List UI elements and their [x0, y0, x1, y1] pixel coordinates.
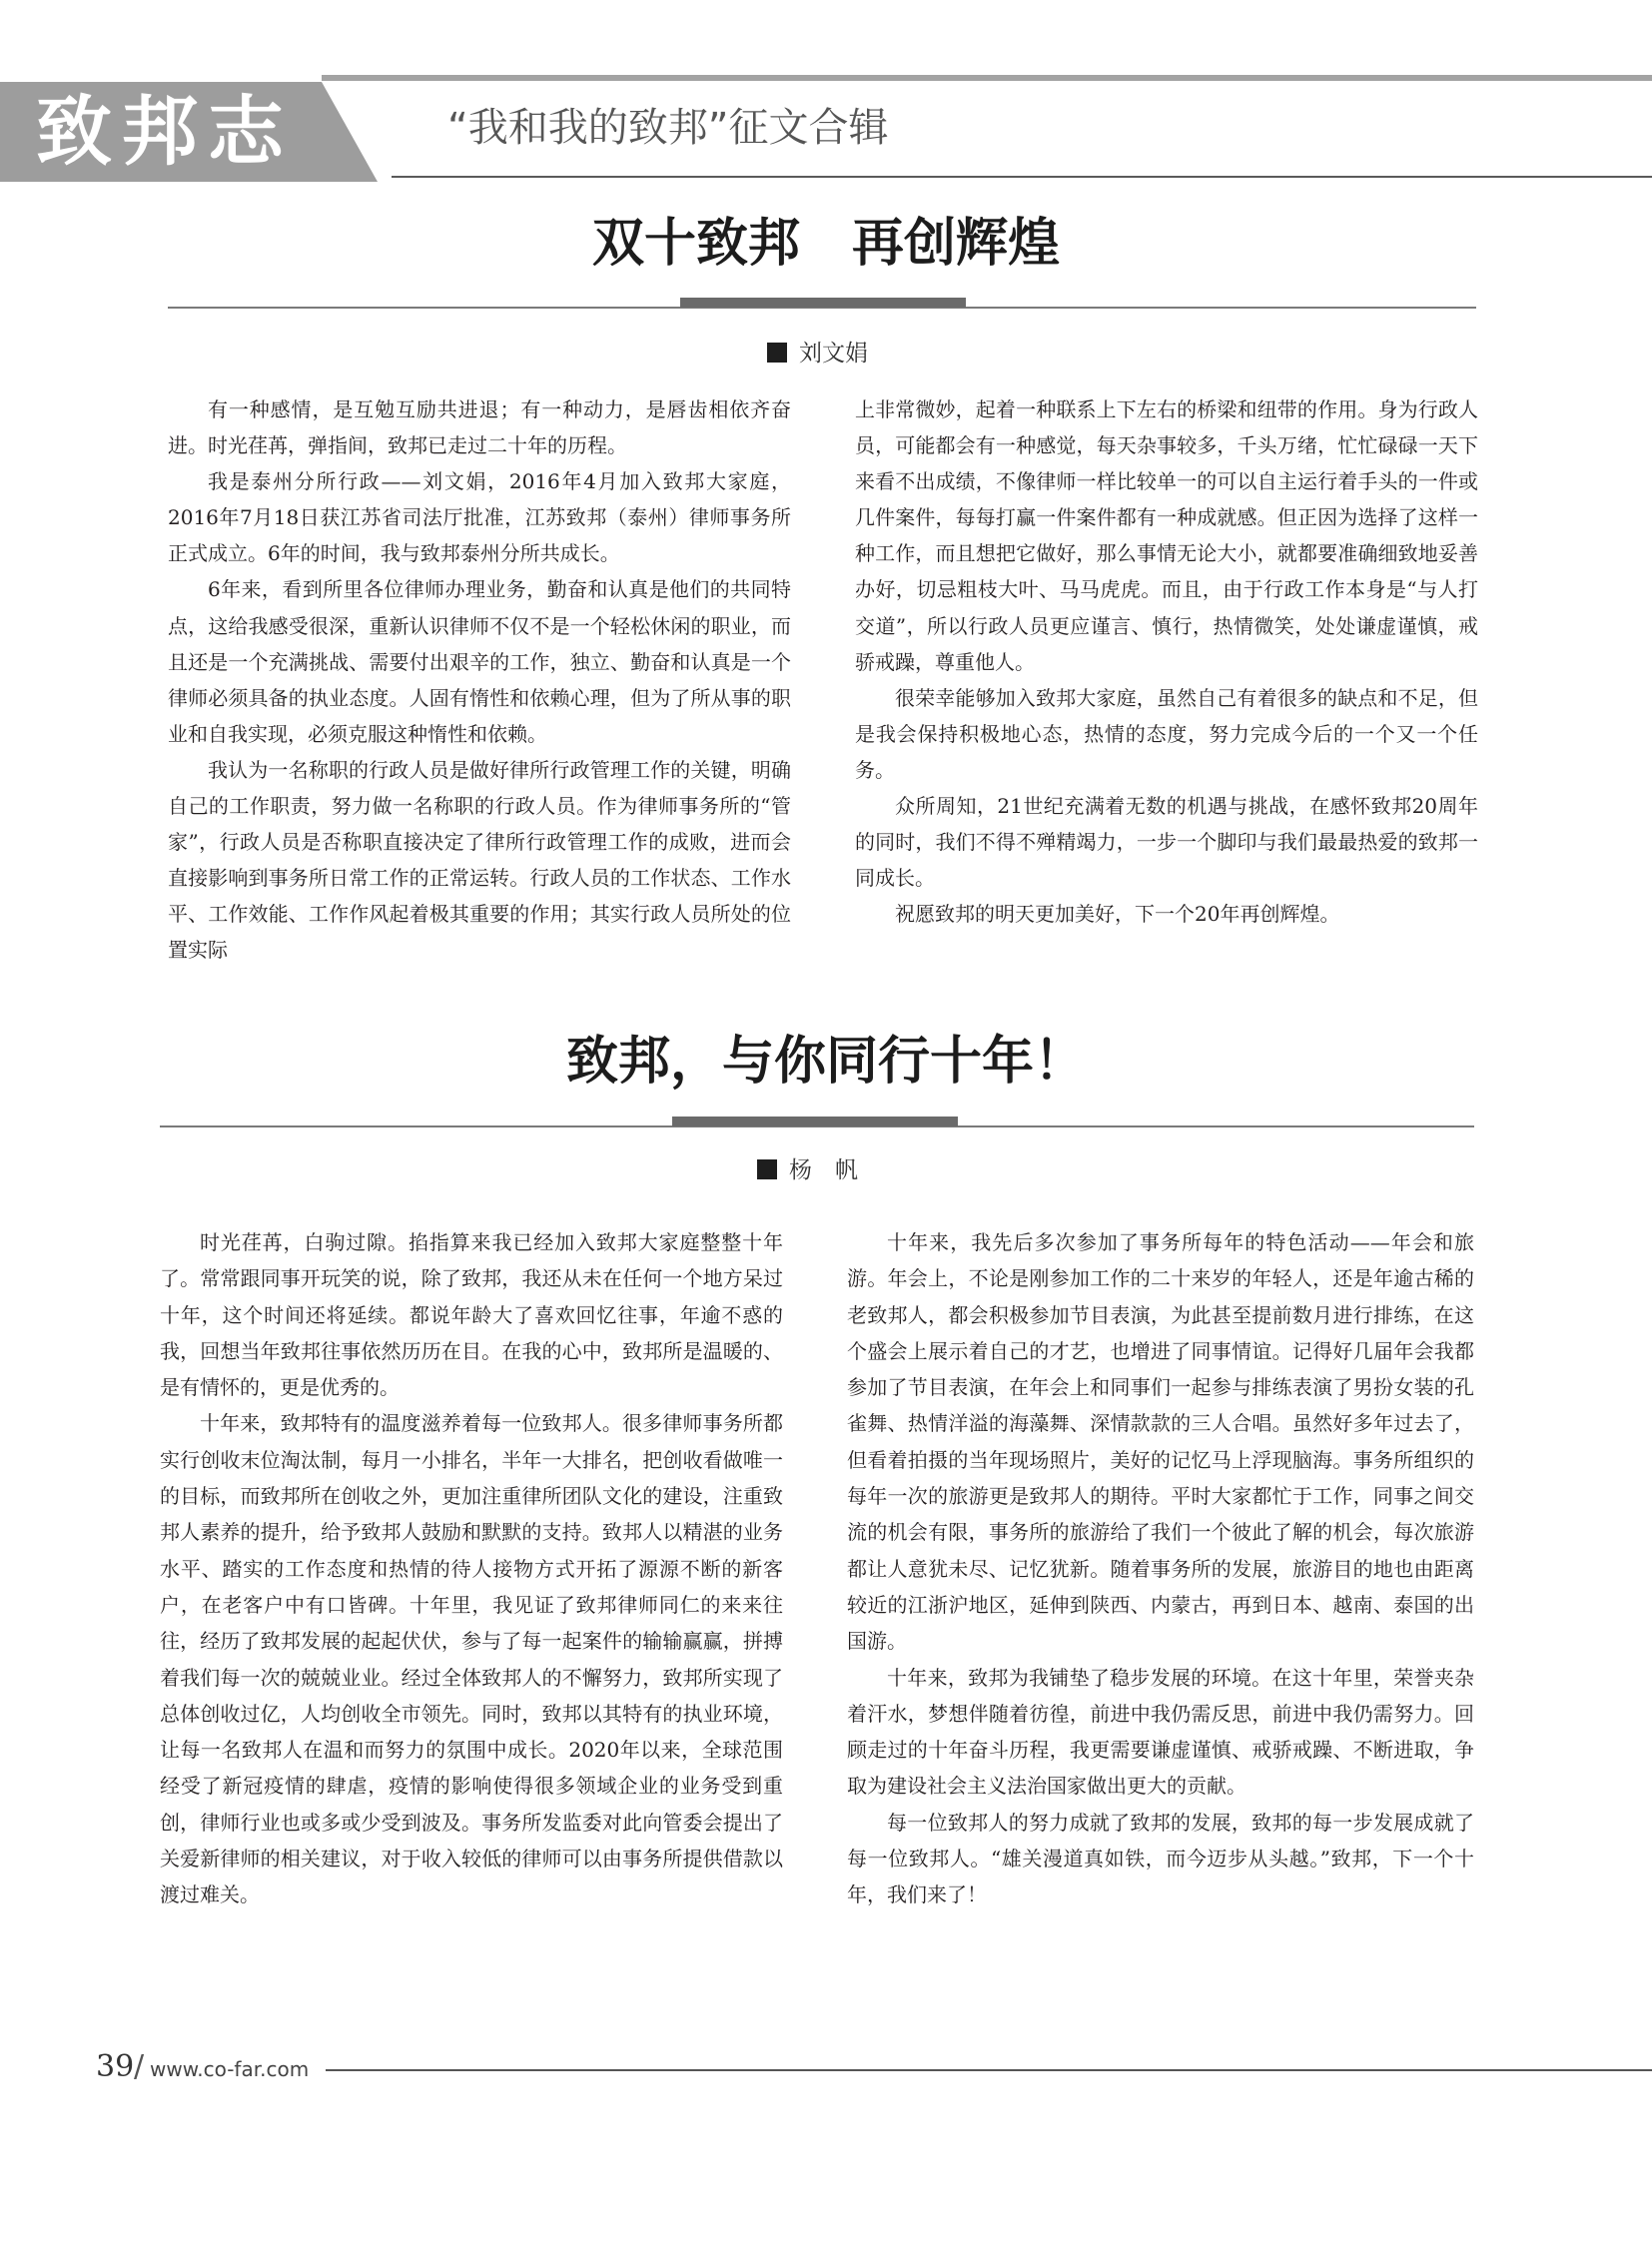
header-bottom-rule — [392, 176, 1652, 178]
footer-rule — [326, 2069, 1652, 2071]
byline-square-icon — [757, 1159, 777, 1179]
article2-title: 致邦，与你同行十年！ — [565, 1032, 1086, 1092]
article2-title-accent — [672, 1117, 958, 1126]
footer-slash: / — [134, 2049, 145, 2084]
section-subtitle: “我和我的致邦”征文合辑 — [447, 105, 889, 151]
article2-column-right — [847, 1224, 1474, 1913]
article1-paragraph: 我是泰州分所行政——刘文娟，2016年4月加入致邦大家庭，2016年7月18日获江苏省司法厅批准，江苏致邦（泰州）律师事务所正式成立。6年的时间，我与致邦泰州分所共成长。 — [168, 469, 791, 566]
article2-column-left — [160, 1224, 783, 1913]
footer-website: www.co-far.com — [150, 2057, 310, 2081]
article2-paragraph: 十年来，致邦特有的温度滋养着每一位致邦人。很多律师事务所都实行创收末位淘汰制，每月一小排名，半年一大排名，把创收看做唯一的目标，而致邦所在创收之外，更加注重律所团队文化的建设，注重致邦人素养的提升，给予致邦人鼓励和默默的支持。致邦人以精湛的业务水平、踏实的工作态度和热情的待人接物方式开拓了源源不断的新客户，在老客户中有口皆碑。十年里，我见证了致邦律师同仁的来来往往，经历了致邦发展的起起伏伏，参与了每一起案件的输输赢赢，拼搏着我们每一次的兢兢业业。经过全体致邦人的不懈努力，致邦所实现了总体创收过亿，人均创收全市领先。同时，致邦以其特有的执业环境，让每一名致邦人在温和而努力的氛围中成长。2020年以来，全球范围经受了新冠疫情的肆虐，疫情的影响使得很多领域企业的业务受到重创，律师行业也或多或少受到波及。事务所发监委对此向管委会提出了关爱新律师的相关建议，对于收入较低的律师可以由事务所提供借款以渡过难关。 — [160, 1411, 783, 1907]
article1-paragraph: 上非常微妙，起着一种联系上下左右的桥梁和纽带的作用。身为行政人员，可能都会有一种感觉，每天杂事较多，千头万绪，忙忙碌碌一天下来看不出成绩，不像律师一样比较单一的可以自主运行着手头的一件或几件案件，每每打赢一件案件都有一种成就感。但正因为选择了这样一种工作，而且想把它做好，那么事情无论大小，就都要准确细致地妥善办好，切忌粗枝大叶、马马虎虎。而且，由于行政工作本身是“与人打交道”，所以行政人员更应谨言、慎行，热情微笑，处处谦虚谨慎，戒骄戒躁，尊重他人。 — [855, 397, 1478, 674]
article1-paragraph: 很荣幸能够加入致邦大家庭，虽然自己有着很多的缺点和不足，但是我会保持积极地心态，热情的态度，努力完成今后的一个又一个任务。 — [855, 685, 1478, 782]
article1-title-accent — [680, 298, 966, 308]
article1-paragraph: 祝愿致邦的明天更加美好，下一个20年再创辉煌。 — [895, 902, 1340, 927]
article1-paragraph: 众所周知，21世纪充满着无数的机遇与挑战，在感怀致邦20周年的同时，我们不得不殚精竭力，一步一个脚印与我们最最热爱的致邦一同成长。 — [855, 794, 1478, 891]
article1-column-right — [855, 391, 1478, 932]
article2-paragraph: 时光荏苒，白驹过隙。掐指算来我已经加入致邦大家庭整整十年了。常常跟同事开玩笑的说，除了致邦，我还从未在任何一个地方呆过十年，这个时间还将延续。都说年龄大了喜欢回忆往事，年逾不惑的我，回想当年致邦往事依然历历在目。在我的心中，致邦所是温暖的、是有情怀的，更是优秀的。 — [160, 1230, 783, 1400]
article1-title: 双十致邦 再创辉煌 — [591, 214, 1060, 274]
article2-paragraph: 每一位致邦人的努力成就了致邦的发展，致邦的每一步发展成就了每一位致邦人。“雄关漫道真如铁，而今迈步从头越。”致邦，下一个十年，我们来了！ — [847, 1810, 1474, 1907]
article1-paragraph: 我认为一名称职的行政人员是做好律所行政管理工作的关键，明确自己的工作职责，努力做一名称职的行政人员。作为律师事务所的“管家”，行政人员是否称职直接决定了律所行政管理工作的成败，进而会直接影响到事务所日常工作的正常运转。行政人员的工作状态、工作水平、工作效能、工作作风起着极其重要的作用；其实行政人员所处的位置实际 — [168, 757, 791, 963]
article2-author: 杨 帆 — [789, 1157, 858, 1183]
article1-paragraph: 有一种感情，是互勉互励共进退；有一种动力，是唇齿相依齐奋进。时光荏苒，弹指间，致邦已走过二十年的历程。 — [168, 397, 791, 458]
article2-paragraph: 十年来，致邦为我铺垫了稳步发展的环境。在这十年里，荣誉夹杂着汗水，梦想伴随着彷徨，前进中我仍需反思，前进中我仍需努力。回顾走过的十年奋斗历程，我更需要谦虚谨慎、戒骄戒躁、不断进取，争取为建设社会主义法治国家做出更大的贡献。 — [847, 1665, 1474, 1799]
article2-byline — [757, 1153, 858, 1187]
article2-paragraph: 十年来，我先后多次参加了事务所每年的特色活动——年会和旅游。年会上，不论是刚参加工作的二十来岁的年轻人，还是年逾古稀的老致邦人，都会积极参加节目表演，为此甚至提前数月进行排练，在这个盛会上展示着自己的才艺，也增进了同事情谊。记得好几届年会我都参加了节目表演，在年会上和同事们一起参与排练表演了男扮女装的孔雀舞、热情洋溢的海藻舞、深情款款的三人合唱。虽然好多年过去了，但看着拍摄的当年现场照片，美好的记忆马上浮现脑海。事务所组织的每年一次的旅游更是致邦人的期待。平时大家都忙于工作，同事之间交流的机会有限，事务所的旅游给了我们一个彼此了解的机会，每次旅游都让人意犹未尽、记忆犹新。随着事务所的发展，旅游目的地也由距离较近的江浙沪地区，延伸到陕西、内蒙古，再到日本、越南、泰国的出国游。 — [847, 1230, 1474, 1654]
article1-paragraph: 6年来，看到所里各位律师办理业务，勤奋和认真是他们的共同特点，这给我感受很深，重新认识律师不仅不是一个轻松休闲的职业，而且还是一个充满挑战、需要付出艰辛的工作，独立、勤奋和认真是一个律师必须具备的执业态度。人固有惰性和依赖心理，但为了所从事的职业和自我实现，必须克服这种惰性和依赖。 — [168, 577, 791, 746]
article1-author: 刘文娟 — [799, 341, 868, 367]
magazine-logo: 致邦志 — [36, 87, 294, 176]
byline-square-icon — [767, 343, 787, 363]
article1-byline — [767, 337, 868, 371]
article1-column-left — [168, 391, 791, 969]
page-number: 39 — [96, 2049, 135, 2084]
header-top-rule — [322, 75, 1652, 81]
